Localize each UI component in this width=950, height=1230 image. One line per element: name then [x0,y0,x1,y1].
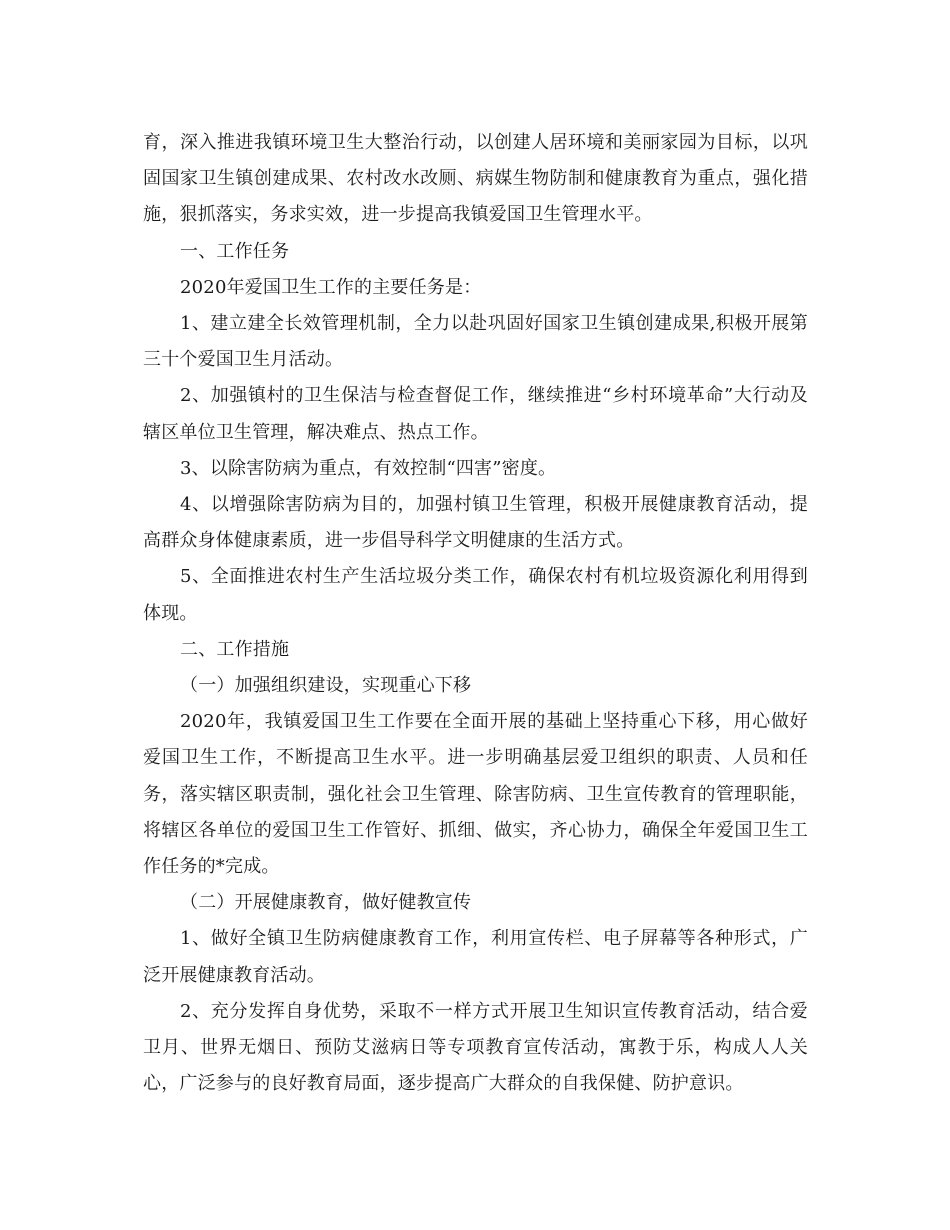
task-item-1: 1、建立建全长效管理机制，全力以赴巩固好国家卫生镇创建成果,积极开展第三十个爱国卫生月活动。 [143,313,808,371]
subsection-heading-organization: （一）加强组织建设，实现重心下移 [180,675,472,697]
education-item-2: 2、充分发挥自身优势，采取不一样方式开展卫生知识宣传教育活动，结合爱卫月、世界无烟日、预防艾滋病日等专项教育宣传活动，寓教于乐，构成人人关心，广泛参与的良好教育局面，逐步提高广大群众的自我保健、防护意识。 [143,1000,808,1095]
task-item-2: 2、加强镇村的卫生保洁与检查督促工作，继续推进“乡村环境革命”大行动及辖区单位卫生管理，解决难点、热点工作。 [143,385,808,443]
section-heading-tasks: 一、工作任务 [180,240,290,262]
paragraph-intro-continuation: 育，深入推进我镇环境卫生大整治行动，以创建人居环境和美丽家园为目标，以巩固国家卫生镇创建成果、农村改水改厕、病媒生物防制和健康教育为重点，强化措施，狠抓落实，务求实效，进一步提高我镇爱国卫生管理水平。 [143,132,808,226]
education-item-1: 1、做好全镇卫生防病健康教育工作，利用宣传栏、电子屏幕等各种形式，广泛开展健康教育活动。 [143,928,808,986]
subsection-heading-health-education: （二）开展健康教育，做好健教宣传 [180,892,472,914]
document-body [143,125,808,1102]
task-item-5: 5、全面推进农村生产生活垃圾分类工作，确保农村有机垃圾资源化利用得到体现。 [143,566,808,624]
section-heading-measures: 二、工作措施 [180,638,290,660]
task-item-3: 3、以除害防病为重点，有效控制“四害”密度。 [180,457,557,479]
paragraph-tasks-lead: 2020年爱国卫生工作的主要任务是： [180,276,482,298]
task-item-4: 4、以增强除害防病为目的，加强村镇卫生管理，积极开展健康教育活动，提高群众身体健康素质，进一步倡导科学文明健康的生活方式。 [143,494,808,552]
paragraph-organization: 2020年，我镇爱国卫生工作要在全面开展的基础上坚持重心下移，用心做好爱国卫生工作，不断提高卫生水平。进一步明确基层爱卫组织的职责、人员和任务，落实辖区职责制，强化社会卫生管理、除害防病、卫生宣传教育的管理职能，将辖区各单位的爱国卫生工作管好、抓细、做实，齐心协力，确保全年爱国卫生工作任务的*完成。 [143,711,808,878]
